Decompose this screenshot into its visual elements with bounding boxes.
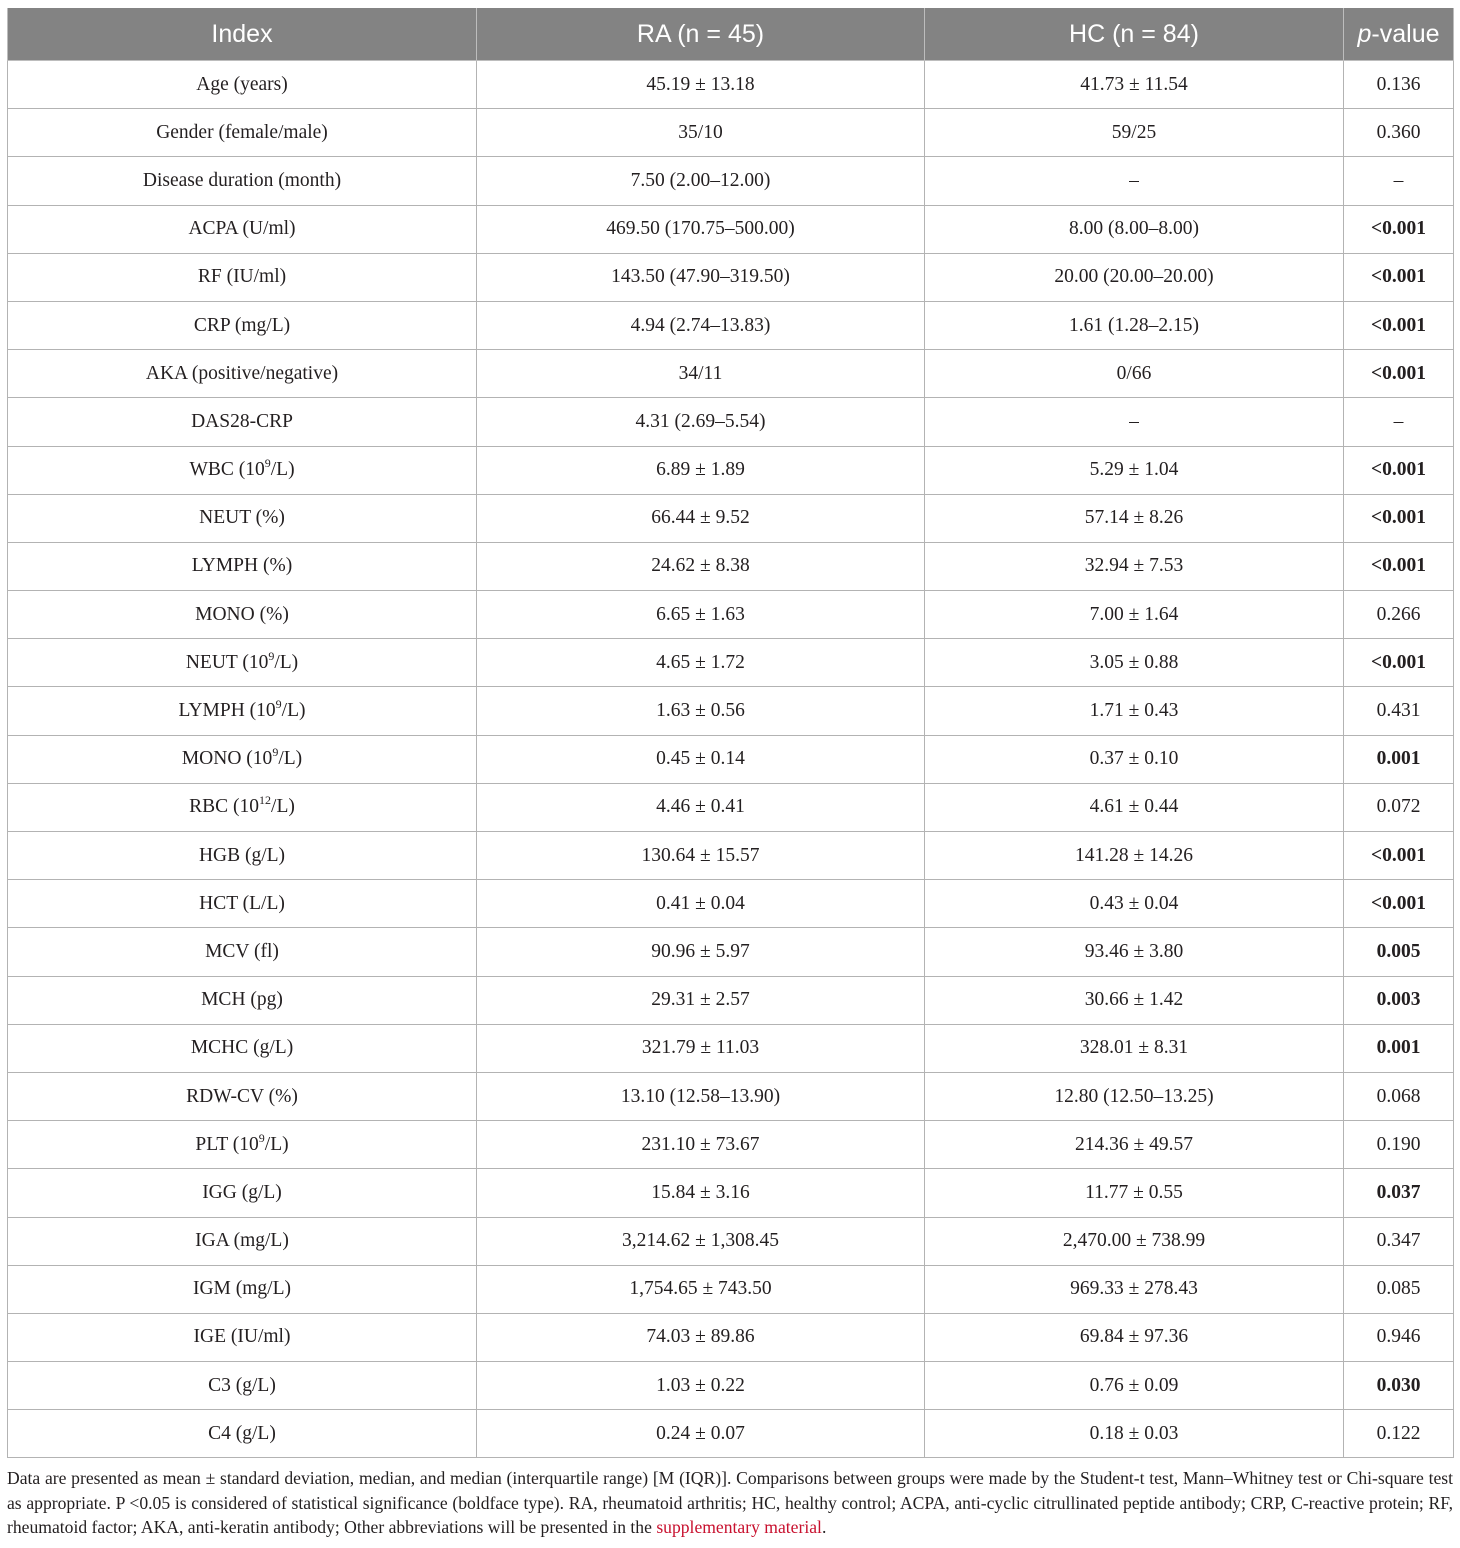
ra-value: 1.03 ± 0.22 (477, 1362, 925, 1410)
p-value: <0.001 (1344, 880, 1454, 928)
hc-value: 20.00 (20.00–20.00) (925, 253, 1344, 301)
row-label: DAS28-CRP (8, 398, 477, 446)
table-row (8, 639, 1454, 687)
row-label (8, 1121, 477, 1169)
p-value: 0.030 (1344, 1362, 1454, 1410)
hc-value: 32.94 ± 7.53 (925, 542, 1344, 590)
row-label-exponent: 9 (268, 648, 275, 663)
footnote-end: . (821, 1517, 827, 1537)
ra-value: 35/10 (477, 109, 925, 157)
ra-value: 15.84 ± 3.16 (477, 1169, 925, 1217)
table-row (8, 880, 1454, 928)
row-label: NEUT (%) (8, 494, 477, 542)
p-value: 0.005 (1344, 928, 1454, 976)
row-label: HCT (L/L) (8, 880, 477, 928)
ra-value: 4.46 ± 0.41 (477, 783, 925, 831)
hc-value: 2,470.00 ± 738.99 (925, 1217, 1344, 1265)
p-value: – (1344, 398, 1454, 446)
p-value: 0.136 (1344, 61, 1454, 109)
hc-value: 4.61 ± 0.44 (925, 783, 1344, 831)
hc-value: 41.73 ± 11.54 (925, 61, 1344, 109)
row-label: IGE (IU/ml) (8, 1313, 477, 1361)
table-row (8, 928, 1454, 976)
row-label (8, 735, 477, 783)
row-label-unit: /L) (271, 796, 295, 818)
row-label-exponent: 9 (264, 456, 271, 471)
row-label-text: PLT (10 (195, 1133, 259, 1155)
row-label (8, 687, 477, 735)
hc-value: 69.84 ± 97.36 (925, 1313, 1344, 1361)
ra-value: 143.50 (47.90–319.50) (477, 253, 925, 301)
row-label: MCHC (g/L) (8, 1024, 477, 1072)
ra-value: 45.19 ± 13.18 (477, 61, 925, 109)
row-label: CRP (mg/L) (8, 301, 477, 349)
row-label-text: WBC (10 (189, 459, 265, 481)
row-label: Age (years) (8, 61, 477, 109)
ra-value: 13.10 (12.58–13.90) (477, 1072, 925, 1120)
p-value: 0.266 (1344, 591, 1454, 639)
table-body (8, 61, 1454, 1458)
table-row (8, 109, 1454, 157)
table-row (8, 446, 1454, 494)
p-value: 0.003 (1344, 976, 1454, 1024)
p-value: <0.001 (1344, 542, 1454, 590)
table-row (8, 301, 1454, 349)
table-row (8, 832, 1454, 880)
header-p-rest: -value (1371, 19, 1440, 48)
table-row (8, 1313, 1454, 1361)
row-label: ACPA (U/ml) (8, 205, 477, 253)
row-label: MCV (fl) (8, 928, 477, 976)
row-label-text: RBC (10 (189, 796, 260, 818)
header-index: Index (8, 8, 477, 61)
table-row (8, 253, 1454, 301)
hc-value: – (925, 157, 1344, 205)
hc-value: 969.33 ± 278.43 (925, 1265, 1344, 1313)
p-value: 0.431 (1344, 687, 1454, 735)
ra-value: 0.45 ± 0.14 (477, 735, 925, 783)
row-label-exponent: 9 (258, 1130, 265, 1145)
ra-value: 469.50 (170.75–500.00) (477, 205, 925, 253)
ra-value: 0.41 ± 0.04 (477, 880, 925, 928)
hc-value: 214.36 ± 49.57 (925, 1121, 1344, 1169)
data-table (7, 8, 1454, 1458)
row-label-unit: /L) (278, 748, 303, 770)
hc-value: 7.00 ± 1.64 (925, 591, 1344, 639)
p-value: 0.001 (1344, 1024, 1454, 1072)
p-value: 0.190 (1344, 1121, 1454, 1169)
ra-value: 7.50 (2.00–12.00) (477, 157, 925, 205)
hc-value: 30.66 ± 1.42 (925, 976, 1344, 1024)
row-label: RF (IU/ml) (8, 253, 477, 301)
ra-value: 1,754.65 ± 743.50 (477, 1265, 925, 1313)
table-row (8, 157, 1454, 205)
row-label: IGM (mg/L) (8, 1265, 477, 1313)
hc-value: 141.28 ± 14.26 (925, 832, 1344, 880)
ra-value: 66.44 ± 9.52 (477, 494, 925, 542)
p-value: <0.001 (1344, 205, 1454, 253)
row-label-text: NEUT (10 (185, 651, 269, 673)
row-label (8, 783, 477, 831)
p-value: 0.360 (1344, 109, 1454, 157)
table-row (8, 1024, 1454, 1072)
table-row (8, 350, 1454, 398)
ra-value: 4.94 (2.74–13.83) (477, 301, 925, 349)
table-row (8, 591, 1454, 639)
row-label: C4 (g/L) (8, 1410, 477, 1458)
hc-value: 0.37 ± 0.10 (925, 735, 1344, 783)
hc-value: 0.76 ± 0.09 (925, 1362, 1344, 1410)
row-label: IGG (g/L) (8, 1169, 477, 1217)
ra-value: 1.63 ± 0.56 (477, 687, 925, 735)
supplementary-material-link[interactable]: supplementary material (656, 1517, 822, 1537)
row-label: Disease duration (month) (8, 157, 477, 205)
table-row (8, 783, 1454, 831)
ra-value: 6.89 ± 1.89 (477, 446, 925, 494)
p-value: 0.122 (1344, 1410, 1454, 1458)
hc-value: 1.61 (1.28–2.15) (925, 301, 1344, 349)
hc-value: 57.14 ± 8.26 (925, 494, 1344, 542)
hc-value: 3.05 ± 0.88 (925, 639, 1344, 687)
footnote-text: Data are presented as mean ± standard deviation, median, and median (interquartile range) [M (IQR)]. Comparisons between groups were made by the Student-t test, Mann–Whitney test or Chi-square test as appropriate. P <0.05 is considered of statistical significance (boldface type). RA, rheumatoid arthritis; HC, healthy control; ACPA, anti-cyclic citrullinated peptide antibody; CRP, C-reactive protein; RF, rheumatoid factor; AKA, anti-keratin antibody; Other abbreviations will be presented in the (7, 1468, 1453, 1537)
row-label: MCH (pg) (8, 976, 477, 1024)
row-label-unit: /L) (281, 700, 306, 722)
row-label-exponent: 9 (275, 697, 282, 712)
row-label-exponent: 12 (259, 793, 272, 808)
ra-value: 321.79 ± 11.03 (477, 1024, 925, 1072)
header-p-value (1344, 8, 1454, 61)
hc-value: 8.00 (8.00–8.00) (925, 205, 1344, 253)
table-row (8, 61, 1454, 109)
table-row (8, 1217, 1454, 1265)
ra-value: 231.10 ± 73.67 (477, 1121, 925, 1169)
p-value: 0.072 (1344, 783, 1454, 831)
table-header-row (8, 8, 1454, 61)
row-label: Gender (female/male) (8, 109, 477, 157)
row-label: LYMPH (%) (8, 542, 477, 590)
hc-value: 0.18 ± 0.03 (925, 1410, 1344, 1458)
p-value: – (1344, 157, 1454, 205)
ra-value: 130.64 ± 15.57 (477, 832, 925, 880)
p-value: 0.037 (1344, 1169, 1454, 1217)
table-row (8, 1072, 1454, 1120)
row-label (8, 446, 477, 494)
table-row (8, 687, 1454, 735)
table-row (8, 494, 1454, 542)
hc-value: 93.46 ± 3.80 (925, 928, 1344, 976)
p-value: <0.001 (1344, 253, 1454, 301)
table-footnote (7, 1466, 1453, 1540)
p-value: <0.001 (1344, 446, 1454, 494)
ra-value: 34/11 (477, 350, 925, 398)
p-value: <0.001 (1344, 301, 1454, 349)
ra-value: 0.24 ± 0.07 (477, 1410, 925, 1458)
table-row (8, 1410, 1454, 1458)
row-label: MONO (%) (8, 591, 477, 639)
header-p-italic: p (1357, 19, 1372, 48)
p-value: 0.001 (1344, 735, 1454, 783)
row-label-exponent: 9 (272, 745, 279, 760)
ra-value: 3,214.62 ± 1,308.45 (477, 1217, 925, 1265)
p-value: 0.946 (1344, 1313, 1454, 1361)
p-value: <0.001 (1344, 832, 1454, 880)
row-label: IGA (mg/L) (8, 1217, 477, 1265)
ra-value: 4.65 ± 1.72 (477, 639, 925, 687)
p-value: 0.068 (1344, 1072, 1454, 1120)
hc-value: 12.80 (12.50–13.25) (925, 1072, 1344, 1120)
table-row (8, 976, 1454, 1024)
ra-value: 6.65 ± 1.63 (477, 591, 925, 639)
header-hc: HC (n = 84) (925, 8, 1344, 61)
row-label: C3 (g/L) (8, 1362, 477, 1410)
row-label: HGB (g/L) (8, 832, 477, 880)
p-value: 0.347 (1344, 1217, 1454, 1265)
row-label-unit: /L) (264, 1133, 289, 1155)
hc-value: 328.01 ± 8.31 (925, 1024, 1344, 1072)
data-table-container (7, 8, 1453, 1458)
hc-value: 0/66 (925, 350, 1344, 398)
ra-value: 24.62 ± 8.38 (477, 542, 925, 590)
ra-value: 74.03 ± 89.86 (477, 1313, 925, 1361)
table-row (8, 1121, 1454, 1169)
ra-value: 4.31 (2.69–5.54) (477, 398, 925, 446)
row-label: RDW-CV (%) (8, 1072, 477, 1120)
p-value: <0.001 (1344, 350, 1454, 398)
table-row (8, 735, 1454, 783)
p-value: <0.001 (1344, 639, 1454, 687)
p-value: 0.085 (1344, 1265, 1454, 1313)
table-row (8, 1362, 1454, 1410)
row-label: AKA (positive/negative) (8, 350, 477, 398)
ra-value: 90.96 ± 5.97 (477, 928, 925, 976)
table-row (8, 1169, 1454, 1217)
hc-value: 0.43 ± 0.04 (925, 880, 1344, 928)
table-row (8, 542, 1454, 590)
p-value: <0.001 (1344, 494, 1454, 542)
hc-value: 11.77 ± 0.55 (925, 1169, 1344, 1217)
row-label-unit: /L) (274, 651, 299, 673)
row-label (8, 639, 477, 687)
table-row (8, 205, 1454, 253)
hc-value: – (925, 398, 1344, 446)
table-row (8, 1265, 1454, 1313)
hc-value: 1.71 ± 0.43 (925, 687, 1344, 735)
row-label-text: LYMPH (10 (178, 700, 276, 722)
hc-value: 5.29 ± 1.04 (925, 446, 1344, 494)
hc-value: 59/25 (925, 109, 1344, 157)
row-label-unit: /L) (270, 459, 295, 481)
ra-value: 29.31 ± 2.57 (477, 976, 925, 1024)
table-row (8, 398, 1454, 446)
header-ra: RA (n = 45) (477, 8, 925, 61)
row-label-text: MONO (10 (181, 748, 273, 770)
